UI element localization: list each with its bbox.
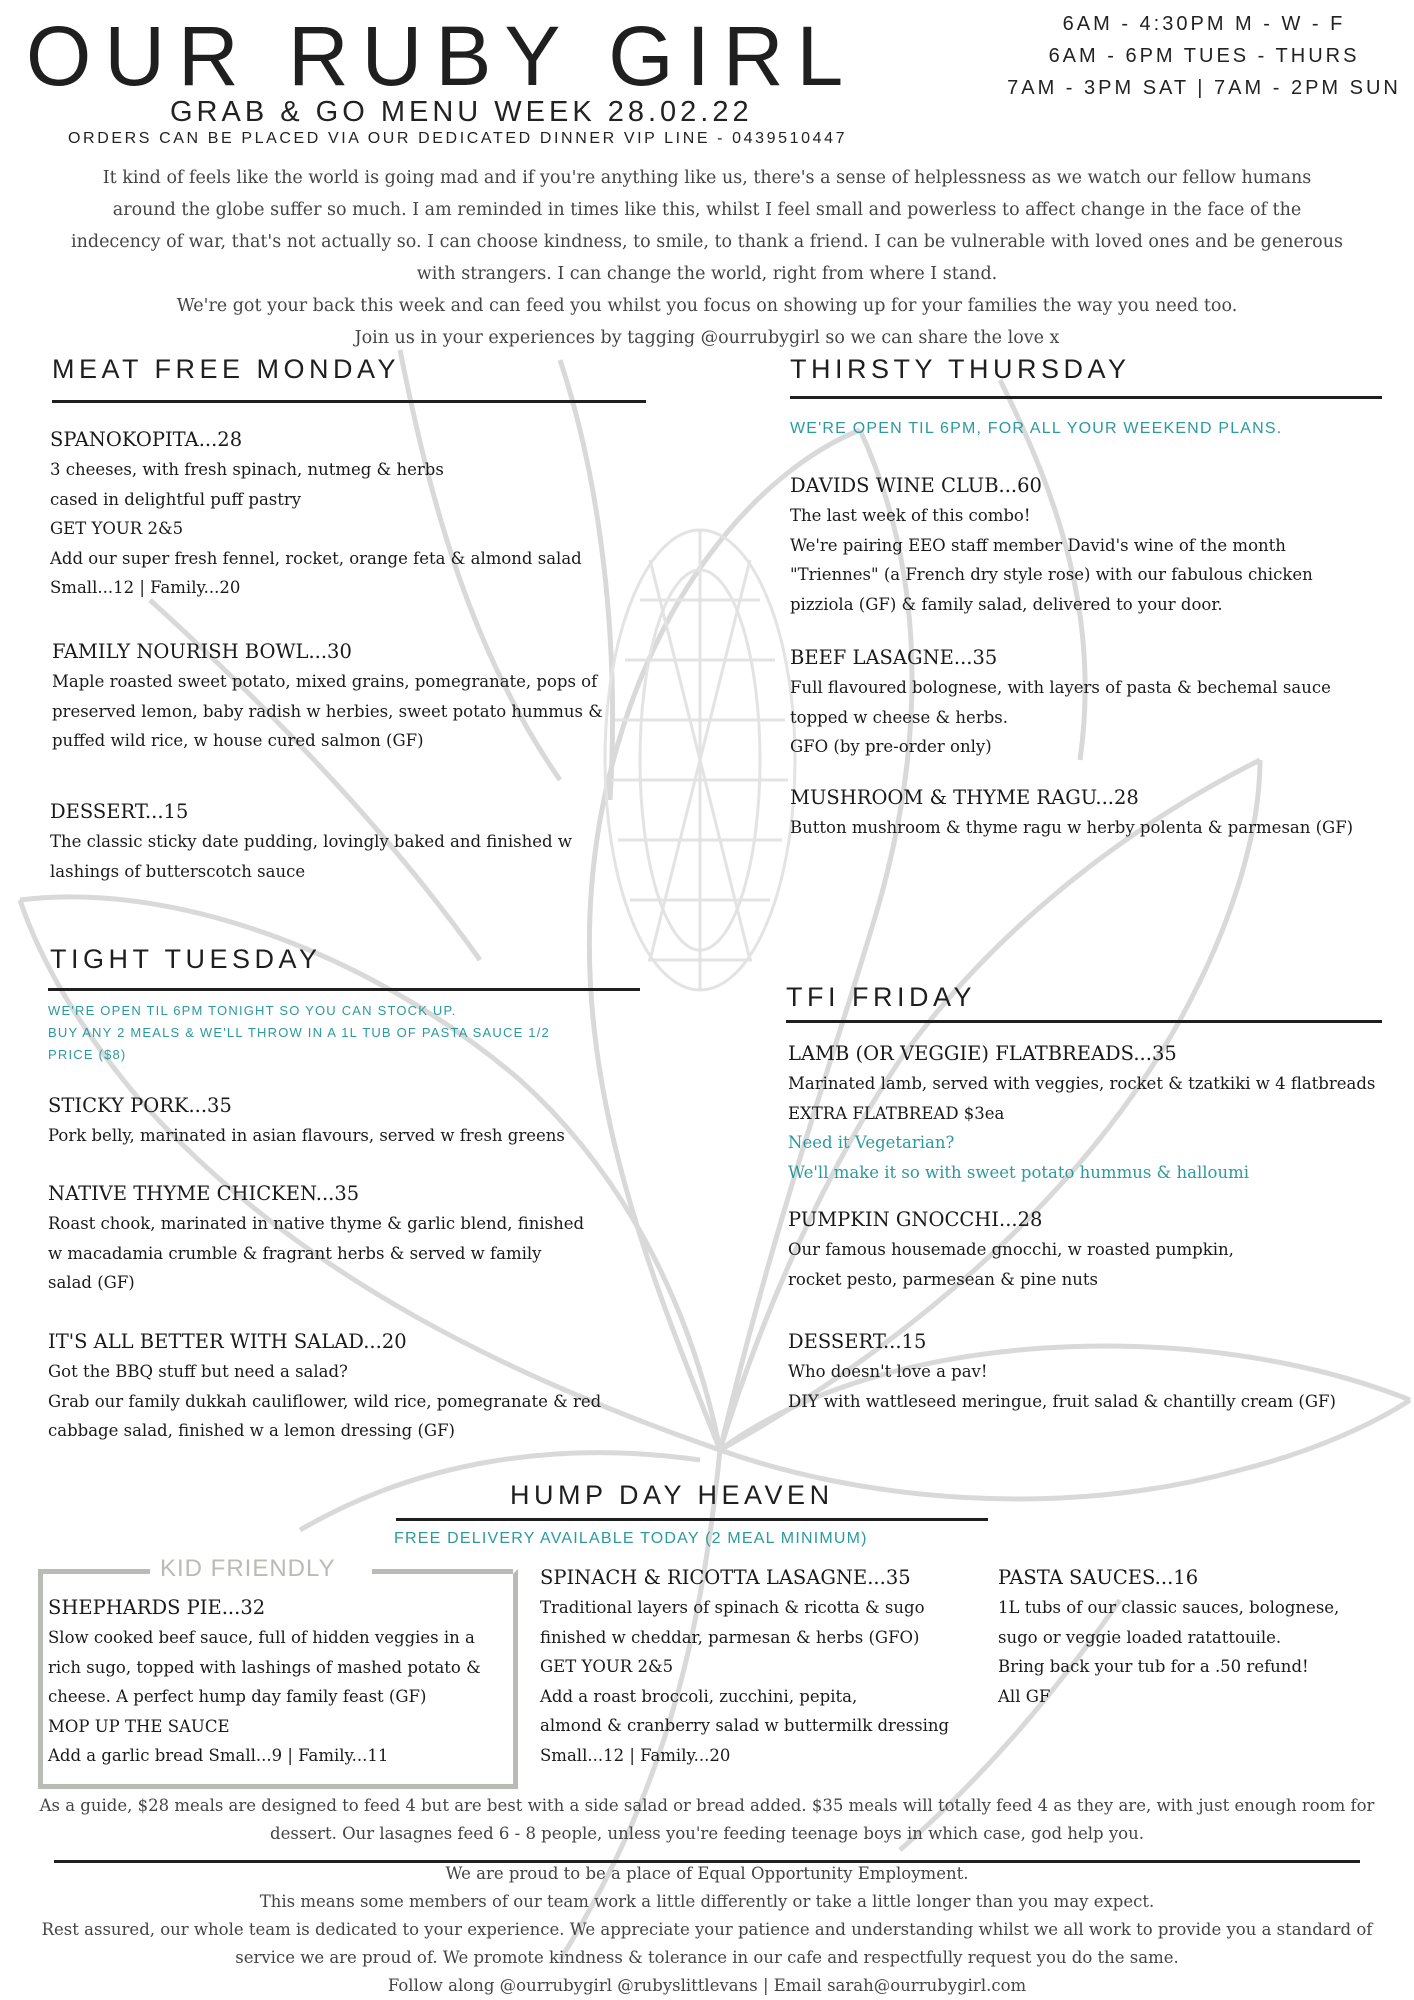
menu-item — [48, 1094, 565, 1151]
desc-line: We're pairing EEO staff member David's wine of the month — [790, 535, 1286, 555]
item-description — [48, 1623, 481, 1771]
item-name: STICKY PORK...35 — [48, 1094, 232, 1117]
desc-line: GFO (by pre-order only) — [790, 737, 992, 756]
footer-text — [10, 1860, 1404, 2000]
item-name: MUSHROOM & THYME RAGU...28 — [790, 786, 1139, 809]
tuesday-promo-note — [48, 1000, 550, 1066]
menu-item — [788, 1208, 1234, 1294]
desc-line: Small...12 | Family...20 — [50, 578, 241, 597]
desc-line: almond & cranberry salad w buttermilk dressing — [540, 1716, 950, 1735]
item-description — [540, 1593, 949, 1770]
desc-line: Grab our family dukkah cauliflower, wild rice, pomegranate & red — [48, 1391, 602, 1411]
desc-line: The last week of this combo! — [790, 506, 1031, 525]
desc-line: Pork belly, marinated in asian flavours, served w fresh greens — [48, 1126, 565, 1145]
thursday-promo-note: WE'RE OPEN TIL 6PM, FOR ALL YOUR WEEKEND PLANS. — [790, 420, 1283, 437]
intro-line: Join us in your experiences by tagging @ourrubygirl so we can share the love x — [354, 328, 1060, 348]
item-description — [52, 667, 603, 756]
vegetarian-note: We'll make it so with sweet potato hummus & halloumi — [788, 1162, 1249, 1182]
note-line: WE'RE OPEN TIL 6PM TONIGHT SO YOU CAN STOCK UP. — [48, 1003, 457, 1018]
desc-line: cabbage salad, finished w a lemon dressing (GF) — [48, 1421, 455, 1440]
desc-line: topped w cheese & herbs. — [790, 707, 1008, 727]
desc-line: 3 cheeses, with fresh spinach, nutmeg & herbs — [50, 460, 444, 479]
item-name: IT'S ALL BETTER WITH SALAD...20 — [48, 1330, 407, 1353]
item-name: PUMPKIN GNOCCHI...28 — [788, 1208, 1043, 1231]
menu-item — [50, 800, 572, 886]
section-rule — [48, 988, 640, 991]
item-name: FAMILY NOURISH BOWL...30 — [52, 640, 352, 663]
desc-line: pizziola (GF) & family salad, delivered to your door. — [790, 594, 1223, 614]
menu-item — [52, 640, 603, 756]
item-name: NATIVE THYME CHICKEN...35 — [48, 1182, 360, 1205]
desc-line: salad (GF) — [48, 1273, 135, 1292]
desc-line: GET YOUR 2&5 — [50, 519, 184, 538]
item-name: DESSERT...15 — [50, 800, 189, 823]
desc-line: Got the BBQ stuff but need a salad? — [48, 1362, 348, 1381]
note-line: BUY ANY 2 MEALS & WE'LL THROW IN A 1L TUB OF PASTA SAUCE 1/2 — [48, 1025, 550, 1040]
desc-line: lashings of butterscotch sauce — [50, 861, 306, 881]
section-title-wednesday: HUMP DAY HEAVEN — [510, 1480, 834, 1510]
section-rule — [790, 396, 1382, 399]
kid-box-top-line — [372, 1569, 513, 1574]
desc-line: All GF — [998, 1686, 1051, 1706]
kid-friendly-label: KID FRIENDLY — [160, 1555, 336, 1582]
menu-item — [998, 1566, 1339, 1711]
desc-line: DIY with wattleseed meringue, fruit salad & chantilly cream (GF) — [788, 1391, 1336, 1411]
section-rule — [52, 400, 646, 403]
desc-line: Roast chook, marinated in native thyme & garlic blend, finished — [48, 1214, 585, 1233]
section-rule — [396, 1518, 988, 1521]
desc-line: Marinated lamb, served with veggies, rocket & tzatkiki w 4 flatbreads — [788, 1074, 1376, 1093]
desc-line: The classic sticky date pudding, lovingly baked and finished w — [50, 832, 572, 851]
intro-text — [10, 162, 1404, 354]
item-description — [998, 1593, 1339, 1711]
hours-line: 7AM - 3PM SAT | 7AM - 2PM SUN — [1007, 77, 1401, 99]
menu-subtitle: GRAB & GO MENU WEEK 28.02.22 — [170, 96, 753, 128]
item-name: LAMB (OR VEGGIE) FLATBREADS...35 — [788, 1042, 1177, 1065]
desc-line: MOP UP THE SAUCE — [48, 1716, 230, 1736]
section-rule — [786, 1020, 1382, 1023]
desc-line: 1L tubs of our classic sauces, bolognese, — [998, 1598, 1340, 1617]
desc-line: EXTRA FLATBREAD $3ea — [788, 1103, 1005, 1123]
menu-item — [50, 428, 582, 603]
section-title-thursday: THIRSTY THURSDAY — [790, 354, 1131, 384]
item-description — [790, 501, 1313, 619]
item-name: DESSERT...15 — [788, 1330, 927, 1353]
menu-item — [790, 786, 1353, 843]
item-name: SPINACH & RICOTTA LASAGNE...35 — [540, 1566, 911, 1589]
desc-line: puffed wild rice, w house cured salmon (GF) — [52, 731, 424, 750]
hours-line: 6AM - 6PM TUES - THURS — [1048, 45, 1360, 67]
menu-item — [788, 1330, 1336, 1416]
item-description — [790, 813, 1353, 843]
footer-line: Rest assured, our whole team is dedicated to your experience. We appreciate your patience and understanding whilst we all work to provide you a standard of — [41, 1920, 1373, 1939]
menu-item — [788, 1042, 1375, 1187]
intro-line: It kind of feels like the world is going mad and if you're anything like us, there's a sense of helplessness as we watch our fellow humans — [102, 168, 1312, 188]
desc-line: Slow cooked beef sauce, full of hidden veggies in a — [48, 1628, 475, 1647]
footer-line: service we are proud of. We promote kindness & tolerance in our cafe and respectfully request you do the same. — [235, 1948, 1179, 1967]
menu-item-kid — [48, 1596, 481, 1771]
item-description — [48, 1209, 584, 1298]
desc-line: Add a garlic bread Small...9 | Family...11 — [48, 1746, 389, 1765]
item-name: DAVIDS WINE CLUB...60 — [790, 474, 1042, 497]
desc-line: sugo or veggie loaded ratattouile. — [998, 1627, 1282, 1647]
section-title-friday: TFI FRIDAY — [786, 982, 976, 1012]
desc-line: Add a roast broccoli, zucchini, pepita, — [540, 1686, 858, 1706]
item-name: SPANOKOPITA...28 — [50, 428, 243, 451]
desc-line: finished w cheddar, parmesan & herbs (GFO) — [540, 1627, 920, 1647]
guide-line: As a guide, $28 meals are designed to feed 4 but are best with a side salad or bread added. $35 meals will totally feed 4 as they are, with just enough room for — [39, 1796, 1375, 1815]
menu-item — [790, 474, 1313, 619]
vegetarian-note: Need it Vegetarian? — [788, 1133, 955, 1152]
desc-line: Button mushroom & thyme ragu w herby polenta & parmesan (GF) — [790, 818, 1354, 837]
item-description — [788, 1235, 1234, 1294]
item-description — [790, 673, 1331, 762]
kid-box-top-line — [38, 1569, 150, 1574]
section-title-monday: MEAT FREE MONDAY — [52, 354, 401, 384]
portion-guide — [10, 1792, 1404, 1848]
footer-line: This means some members of our team work a little differently or take a little longer than you may expect. — [259, 1892, 1155, 1911]
restaurant-title: OUR RUBY GIRL — [26, 9, 857, 103]
intro-line: indecency of war, that's not actually so. I can choose kindness, to smile, to thank a friend. I can be vulnerable with loved ones and be generous — [71, 232, 1343, 252]
desc-line: "Triennes" (a French dry style rose) with our fabulous chicken — [790, 565, 1313, 584]
footer-line: Follow along @ourrubygirl @rubyslittlevans | Email sarah@ourrubygirl.com — [387, 1976, 1027, 1995]
item-description — [788, 1357, 1336, 1416]
menu-item — [48, 1182, 584, 1298]
desc-line: cheese. A perfect hump day family feast (GF) — [48, 1687, 427, 1706]
desc-line: Small...12 | Family...20 — [540, 1745, 731, 1765]
opening-hours — [1004, 8, 1404, 104]
guide-line: dessert. Our lasagnes feed 6 - 8 people, unless you're feeding teenage boys in which case, god help you. — [270, 1824, 1144, 1843]
desc-line: Add our super fresh fennel, rocket, orange feta & almond salad — [50, 548, 582, 568]
item-name: PASTA SAUCES...16 — [998, 1566, 1199, 1589]
item-description — [48, 1357, 601, 1446]
desc-line: Bring back your tub for a .50 refund! — [998, 1657, 1309, 1676]
item-name: SHEPHARDS PIE...32 — [48, 1596, 266, 1619]
item-name: BEEF LASAGNE...35 — [790, 646, 998, 669]
item-description — [48, 1121, 565, 1151]
intro-line: with strangers. I can change the world, right from where I stand. — [416, 264, 998, 284]
note-line: PRICE ($8) — [48, 1047, 127, 1062]
desc-line: Our famous housemade gnocchi, w roasted pumpkin, — [788, 1240, 1234, 1259]
desc-line: Full flavoured bolognese, with layers of pasta & bechemal sauce — [790, 678, 1331, 697]
desc-line: Traditional layers of spinach & ricotta & sugo — [540, 1598, 925, 1617]
orders-line: ORDERS CAN BE PLACED VIA OUR DEDICATED DINNER VIP LINE - 0439510447 — [68, 130, 848, 147]
wednesday-delivery-note: FREE DELIVERY AVAILABLE TODAY (2 MEAL MINIMUM) — [394, 1530, 868, 1547]
hours-line: 6AM - 4:30PM M - W - F — [1062, 13, 1346, 35]
section-title-tuesday: TIGHT TUESDAY — [50, 944, 322, 974]
desc-line: Who doesn't love a pav! — [788, 1362, 988, 1381]
desc-line: rocket pesto, parmesean & pine nuts — [788, 1269, 1098, 1289]
desc-line: GET YOUR 2&5 — [540, 1657, 674, 1676]
footer-line: We are proud to be a place of Equal Opportunity Employment. — [445, 1864, 969, 1883]
menu-item — [540, 1566, 949, 1770]
item-description — [50, 455, 582, 603]
menu-item — [48, 1330, 601, 1446]
item-description — [50, 827, 572, 886]
menu-item — [790, 646, 1331, 762]
desc-line: Maple roasted sweet potato, mixed grains, pomegranate, pops of — [52, 672, 598, 691]
intro-line: around the globe suffer so much. I am reminded in times like this, whilst I feel small and powerless to affect change in the face of the — [112, 200, 1302, 220]
desc-line: cased in delightful puff pastry — [50, 489, 302, 509]
item-description — [788, 1069, 1375, 1187]
intro-line: We're got your back this week and can feed you whilst you focus on showing up for your families the way you need too. — [176, 296, 1238, 316]
desc-line: rich sugo, topped with lashings of mashed potato & — [48, 1657, 481, 1677]
desc-line: w macadamia crumble & fragrant herbs & served w family — [48, 1243, 542, 1263]
desc-line: preserved lemon, baby radish w herbies, sweet potato hummus & — [52, 701, 603, 721]
